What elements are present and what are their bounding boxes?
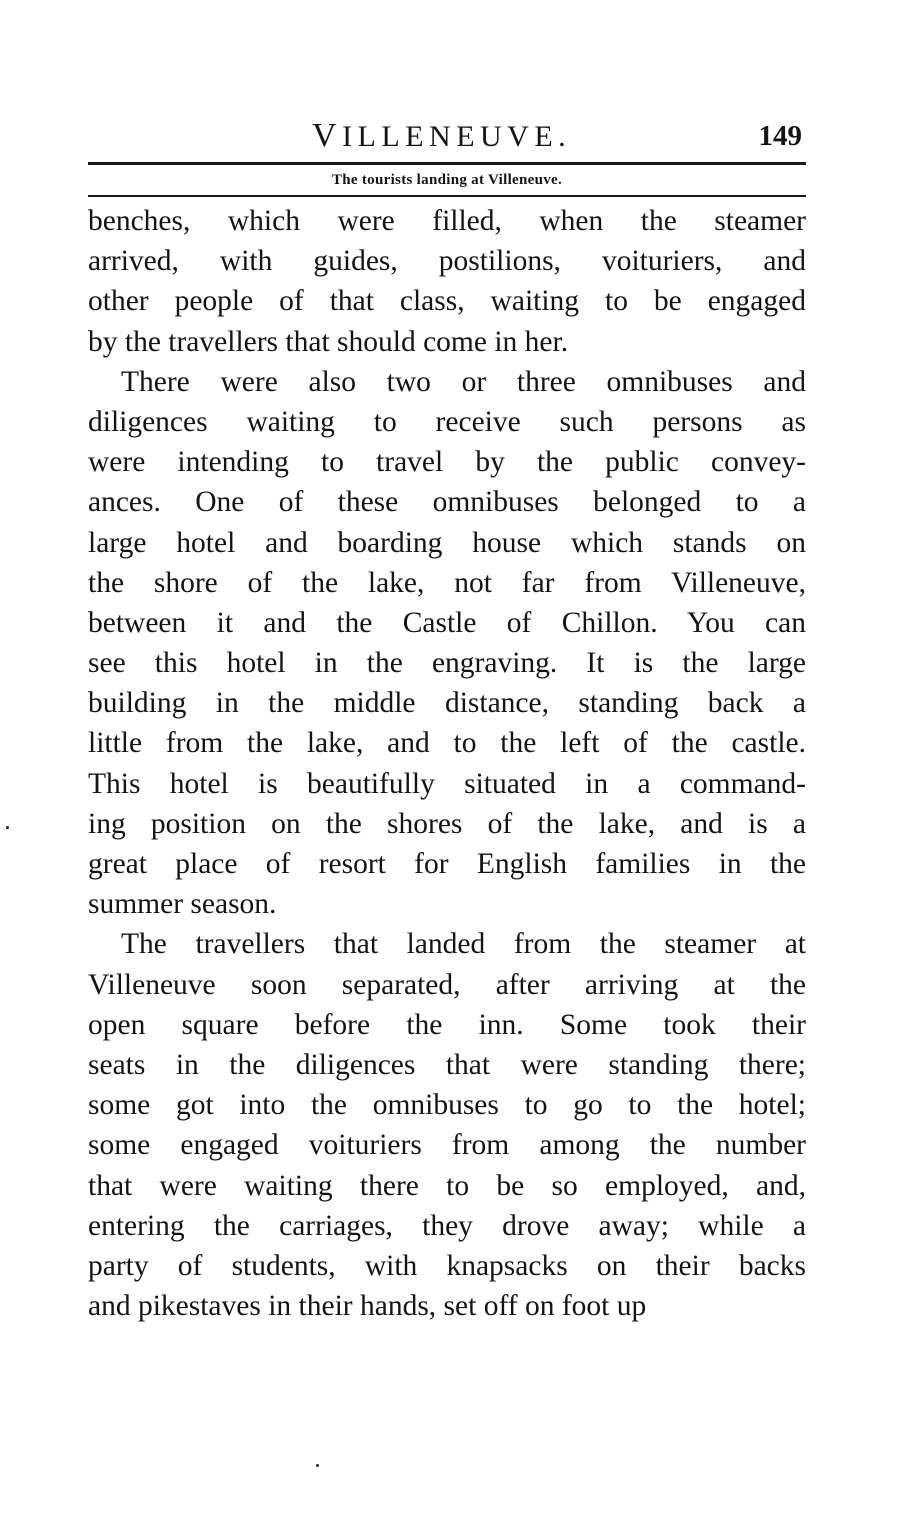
section-subheading: The tourists landing at Villeneuve.: [331, 172, 563, 188]
page-content: [88, 110, 806, 1326]
running-title-rest: ILLENEUVE.: [342, 120, 572, 153]
running-title: [312, 110, 571, 163]
text-line: This hotel is beautifully situated in a command-: [88, 767, 806, 800]
text-line: and pikestaves in their hands, set off on foot up: [88, 1290, 647, 1323]
text-line: Villeneuve soon separated, after arriving at the: [88, 968, 806, 1001]
running-head: [88, 110, 806, 162]
margin-speck: [6, 826, 9, 829]
text-line: were intending to travel by the public convey-: [88, 446, 806, 479]
running-title-initial: V: [312, 117, 343, 154]
header-rule-bottom: [88, 195, 806, 197]
text-line: diligences waiting to receive such persons as: [88, 405, 806, 438]
text-line: entering the carriages, they drove away; while a: [88, 1209, 806, 1242]
text-line: that were waiting there to be so employed, and,: [88, 1169, 806, 1202]
paragraph: [88, 201, 806, 362]
text-line: great place of resort for English families in the: [88, 848, 806, 880]
text-line: seats in the diligences that were standing there;: [88, 1048, 806, 1081]
paragraph: [88, 362, 806, 925]
text-line: benches, which were filled, when the steamer: [88, 205, 806, 237]
text-line: little from the lake, and to the left of the castle.: [88, 727, 806, 760]
body-text: [88, 201, 806, 1326]
text-line: other people of that class, waiting to be engaged: [88, 285, 806, 318]
text-line: The travellers that landed from the steamer at: [121, 928, 806, 961]
text-line: some got into the omnibuses to go to the hotel;: [88, 1089, 806, 1122]
text-line: building in the middle distance, standing back a: [88, 687, 806, 720]
text-line: ing position on the shores of the lake, and is a: [88, 807, 806, 840]
text-line: the shore of the lake, not far from Villeneuve,: [88, 566, 806, 599]
text-line: party of students, with knapsacks on their backs: [88, 1249, 806, 1282]
text-line: by the travellers that should come in her.: [88, 325, 569, 358]
text-line: see this hotel in the engraving. It is the large: [88, 647, 806, 680]
paragraph: [88, 924, 806, 1326]
margin-speck: [316, 1464, 319, 1467]
text-line: large hotel and boarding house which stands on: [88, 526, 806, 559]
text-line: summer season.: [88, 888, 277, 921]
text-line: open square before the inn. Some took their: [88, 1008, 806, 1041]
text-line: There were also two or three omnibuses and: [121, 365, 806, 398]
text-line: ances. One of these omnibuses belonged to a: [88, 486, 806, 519]
page-number: 149: [758, 120, 802, 152]
text-line: some engaged voituriers from among the number: [88, 1129, 806, 1162]
text-line: arrived, with guides, postilions, voituriers, and: [88, 245, 806, 278]
text-line: between it and the Castle of Chillon. You can: [88, 606, 806, 639]
